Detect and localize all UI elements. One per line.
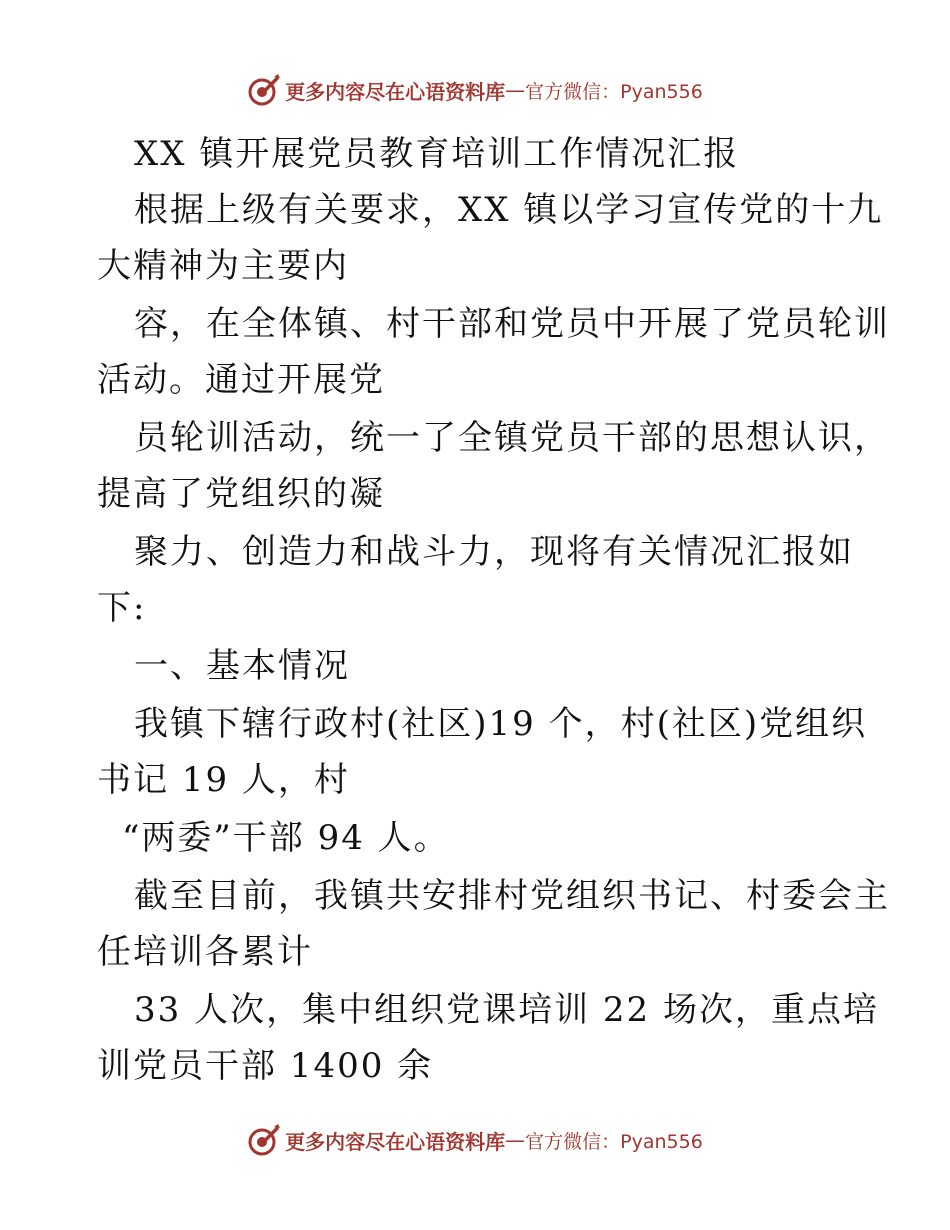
banner-title: 更多内容尽在心语资料库 bbox=[285, 1129, 506, 1154]
paragraph-line: 任培训各累计 bbox=[97, 932, 313, 972]
paragraph-line: 训党员干部 1400 余 bbox=[97, 1046, 434, 1086]
paragraph-line: 大精神为主要内 bbox=[97, 246, 349, 286]
paragraph-line: “两委”干部 94 人。 bbox=[122, 818, 450, 858]
paragraph-line: 下: bbox=[97, 588, 147, 628]
paragraph-line: 根据上级有关要求，XX 镇以学习宣传党的十九 bbox=[134, 190, 884, 230]
banner-title: 更多内容尽在心语资料库 bbox=[285, 79, 506, 104]
paragraph-line: 我镇下辖行政村(社区)19 个，村(社区)党组织 bbox=[134, 704, 868, 744]
document-title: XX 镇开展党员教育培训工作情况汇报 bbox=[134, 134, 740, 174]
paragraph-line: 聚力、创造力和战斗力，现将有关情况汇报如 bbox=[134, 532, 854, 572]
paragraph-line: 截至目前，我镇共安排村党组织书记、村委会主 bbox=[134, 876, 890, 916]
header-banner bbox=[0, 70, 950, 110]
paragraph-line: 员轮训活动，统一了全镇党员干部的思想认识， bbox=[134, 418, 890, 458]
banner-separator: — bbox=[505, 78, 526, 102]
section-heading: 一、基本情况 bbox=[134, 646, 350, 686]
paragraph-line: 书记 19 人，村 bbox=[97, 760, 350, 800]
banner-contact: 官方微信：Pyan556 bbox=[525, 80, 703, 103]
paragraph-line: 提高了党组织的凝 bbox=[97, 474, 385, 514]
quill-logo-icon bbox=[247, 73, 281, 107]
banner-contact: 官方微信：Pyan556 bbox=[525, 1130, 703, 1153]
footer-banner bbox=[0, 1120, 950, 1160]
paragraph-line: 活动。通过开展党 bbox=[97, 360, 385, 400]
paragraph-line: 33 人次，集中组织党课培训 22 场次，重点培 bbox=[134, 990, 879, 1030]
banner-separator: — bbox=[505, 1128, 526, 1152]
quill-logo-icon bbox=[247, 1123, 281, 1157]
paragraph-line: 容，在全体镇、村干部和党员中开展了党员轮训 bbox=[134, 304, 890, 344]
